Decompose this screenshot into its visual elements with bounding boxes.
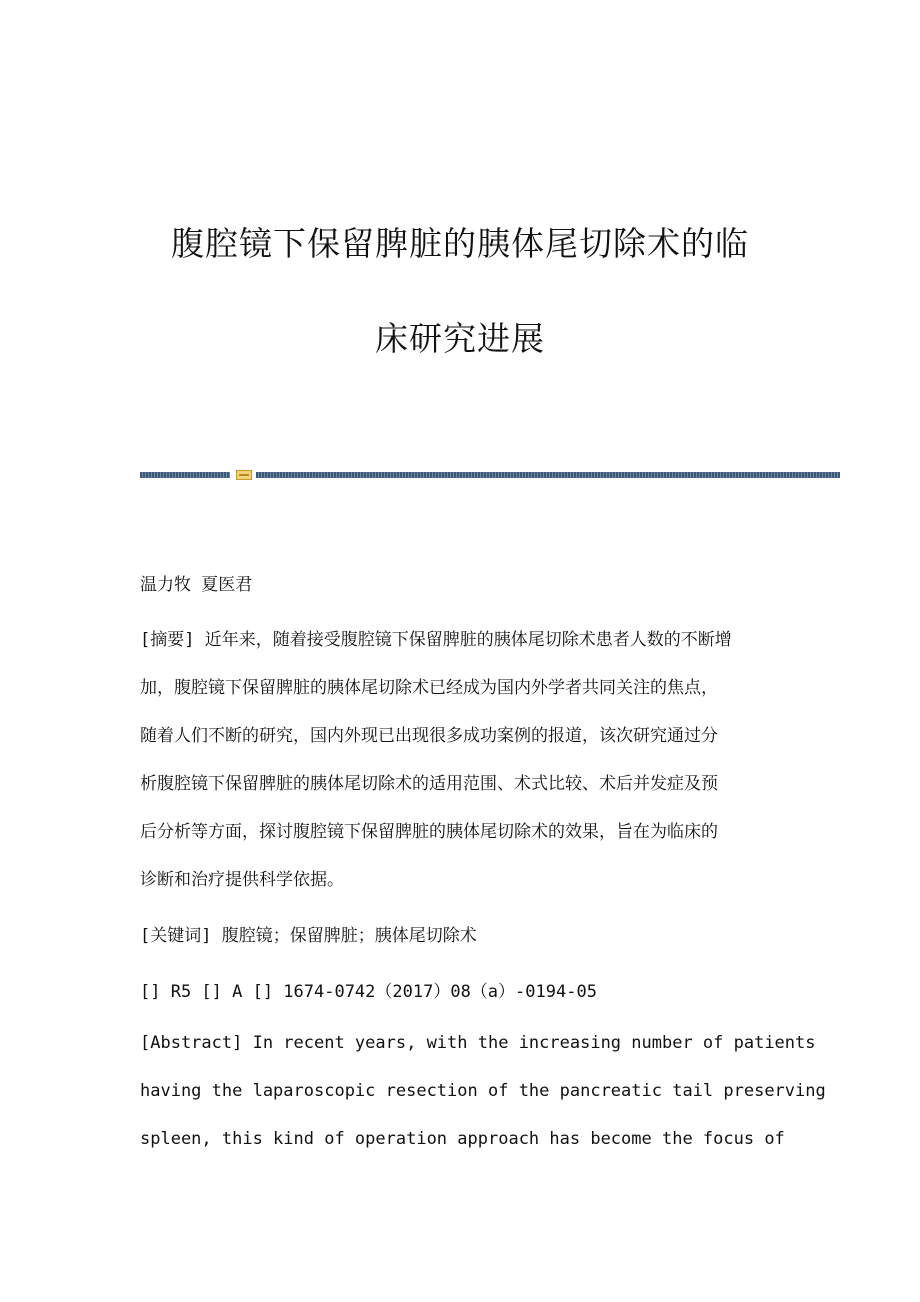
divider-bar-left xyxy=(140,472,230,478)
abstract-cn-line: 后分析等方面，探讨腹腔镜下保留脾脏的胰体尾切除术的效果，旨在为临床的 xyxy=(140,822,718,842)
abstract-en-line: [Abstract] In recent years, with the increasing number of patients xyxy=(140,1033,816,1053)
classification-codes: [] R5 [] A [] 1674-0742（2017）08（a）-0194-05 xyxy=(140,982,597,1002)
divider-bar-right xyxy=(256,472,840,478)
abstract-cn-line: 析腹腔镜下保留脾脏的胰体尾切除术的适用范围、术式比较、术后并发症及预 xyxy=(140,774,718,794)
keywords: [关键词] 腹腔镜；保留脾脏；胰体尾切除术 xyxy=(140,926,477,946)
authors: 温力牧 夏医君 xyxy=(140,575,253,595)
abstract-cn-line: [摘要] 近年来，随着接受腹腔镜下保留脾脏的胰体尾切除术患者人数的不断增 xyxy=(140,630,732,650)
title-line-1: 腹腔镜下保留脾脏的胰体尾切除术的临 xyxy=(171,224,749,263)
abstract-cn-line: 随着人们不断的研究，国内外现已出现很多成功案例的报道，该次研究通过分 xyxy=(140,726,718,746)
abstract-cn-line: 加，腹腔镜下保留脾脏的胰体尾切除术已经成为国内外学者共同关注的焦点， xyxy=(140,678,718,698)
title-divider xyxy=(140,470,840,480)
divider-ornament-icon xyxy=(236,470,252,480)
abstract-en-line: spleen, this kind of operation approach has become the focus of xyxy=(140,1129,785,1149)
abstract-cn-line: 诊断和治疗提供科学依据。 xyxy=(140,870,344,890)
abstract-en-line: having the laparoscopic resection of the pancreatic tail preserving xyxy=(140,1081,826,1101)
title-line-2: 床研究进展 xyxy=(375,319,545,358)
